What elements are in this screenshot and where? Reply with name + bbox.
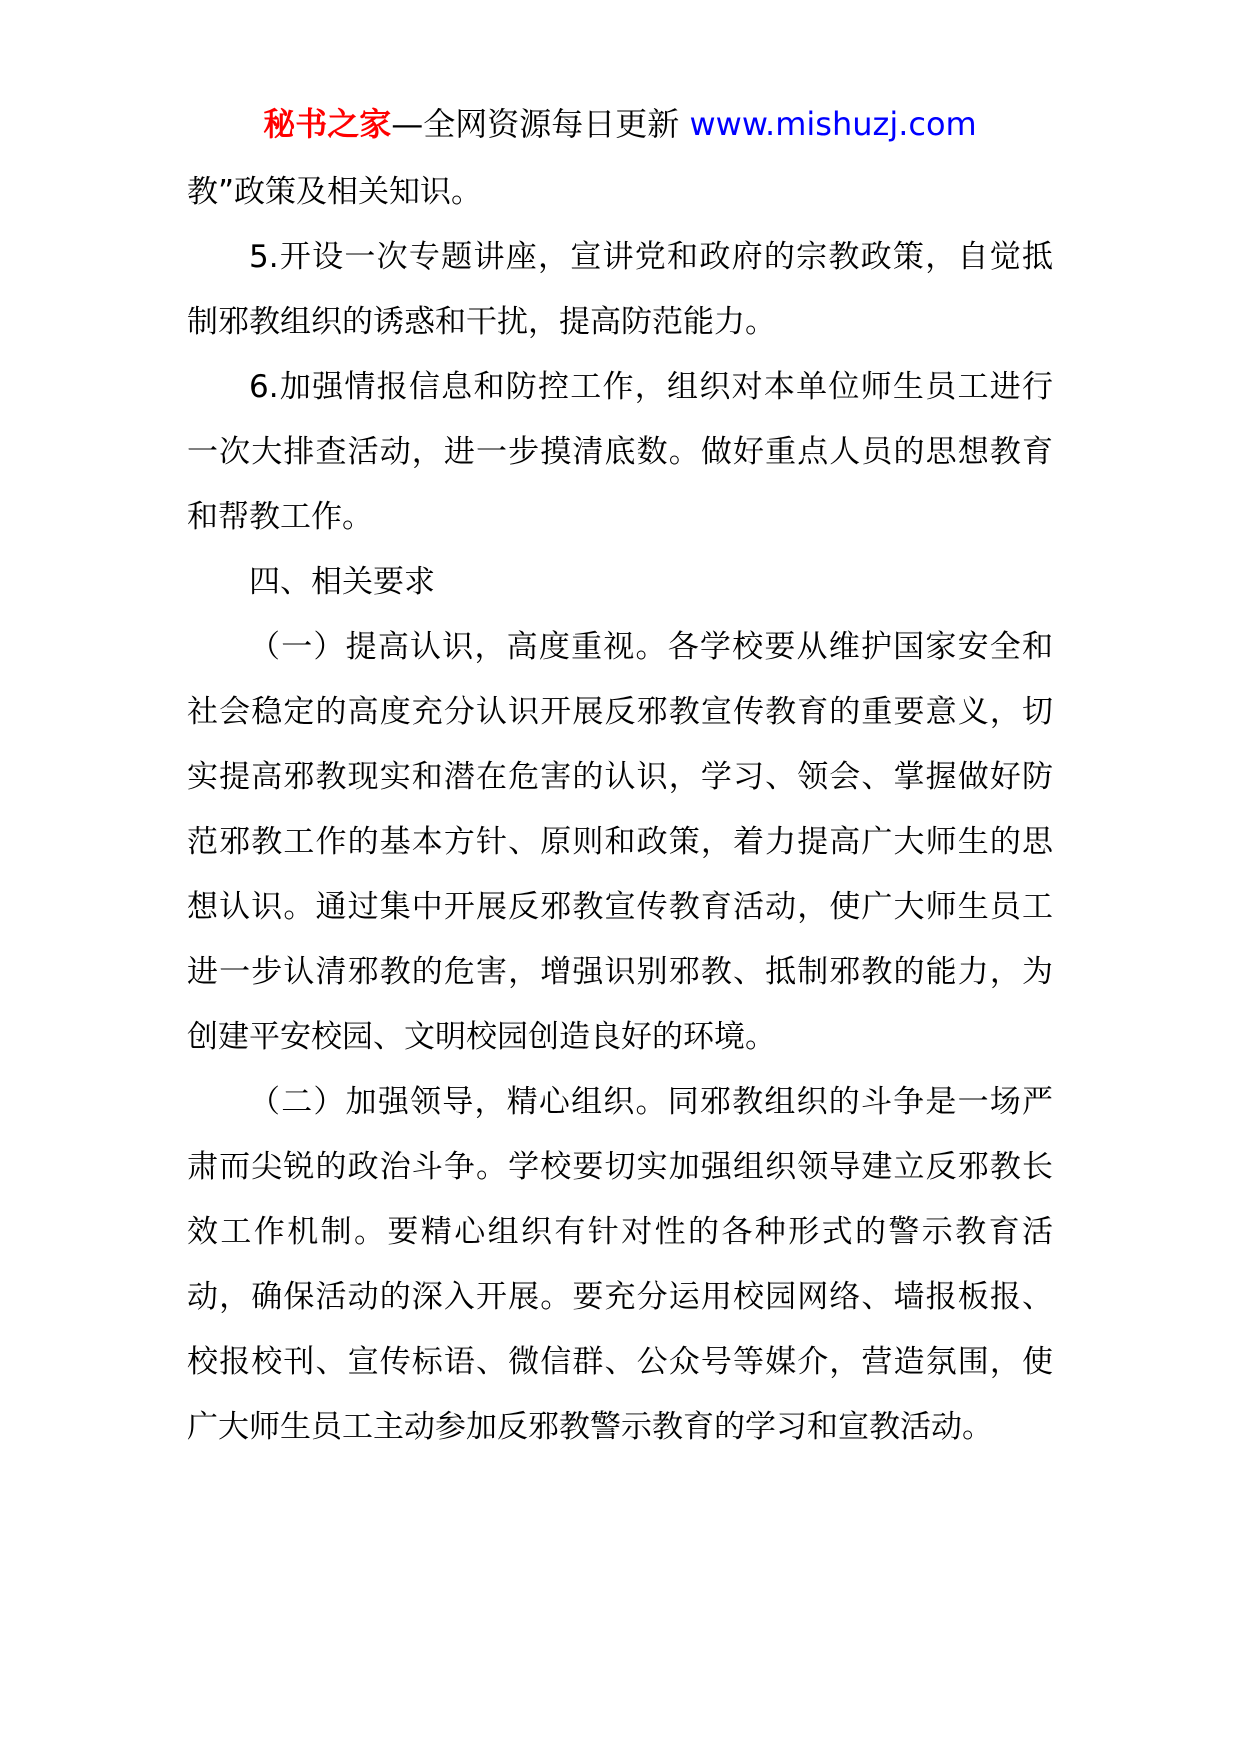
- header-url-link[interactable]: www.mishuzj.com: [689, 105, 977, 143]
- paragraph-continuation: 教”政策及相关知识。: [187, 174, 483, 210]
- section-heading-requirements: 四、相关要求: [249, 564, 435, 600]
- paragraph-requirement-1: （一）提高认识，高度重视。各学校要从维护国家安全和社会稳定的高度充分认识开展反邪教宣传教育的重要意义，切实提高邪教现实和潜在危害的认识，学习、领会、掌握做好防范邪教工作的基本方针、原则和政策，着力提高广大师生的思想认识。通过集中开展反邪教宣传教育活动，使广大师生员工进一步认清邪教的危害，增强识别邪教、抵制邪教的能力，为创建平安校园、文明校园创造良好的环境。: [187, 629, 1053, 1055]
- paragraph-item-5: 5.开设一次专题讲座，宣讲党和政府的宗教政策，自觉抵制邪教组织的诱惑和干扰，提高防范能力。: [187, 239, 1053, 340]
- document-body: [187, 160, 1053, 1460]
- header-tagline: —全网资源每日更新: [391, 105, 680, 143]
- page-header: [0, 100, 1240, 148]
- paragraph-requirement-2: （二）加强领导，精心组织。同邪教组织的斗争是一场严肃而尖锐的政治斗争。学校要切实加强组织领导建立反邪教长效工作机制。要精心组织有针对性的各种形式的警示教育活动，确保活动的深入开展。要充分运用校园网络、墙报板报、校报校刊、宣传标语、微信群、公众号等媒介，营造氛围，使广大师生员工主动参加反邪教警示教育的学习和宣教活动。: [187, 1084, 1053, 1445]
- paragraph-item-6: 6.加强情报信息和防控工作，组织对本单位师生员工进行一次大排查活动，进一步摸清底数。做好重点人员的思想教育和帮教工作。: [187, 369, 1053, 535]
- header-brand: 秘书之家: [263, 105, 392, 143]
